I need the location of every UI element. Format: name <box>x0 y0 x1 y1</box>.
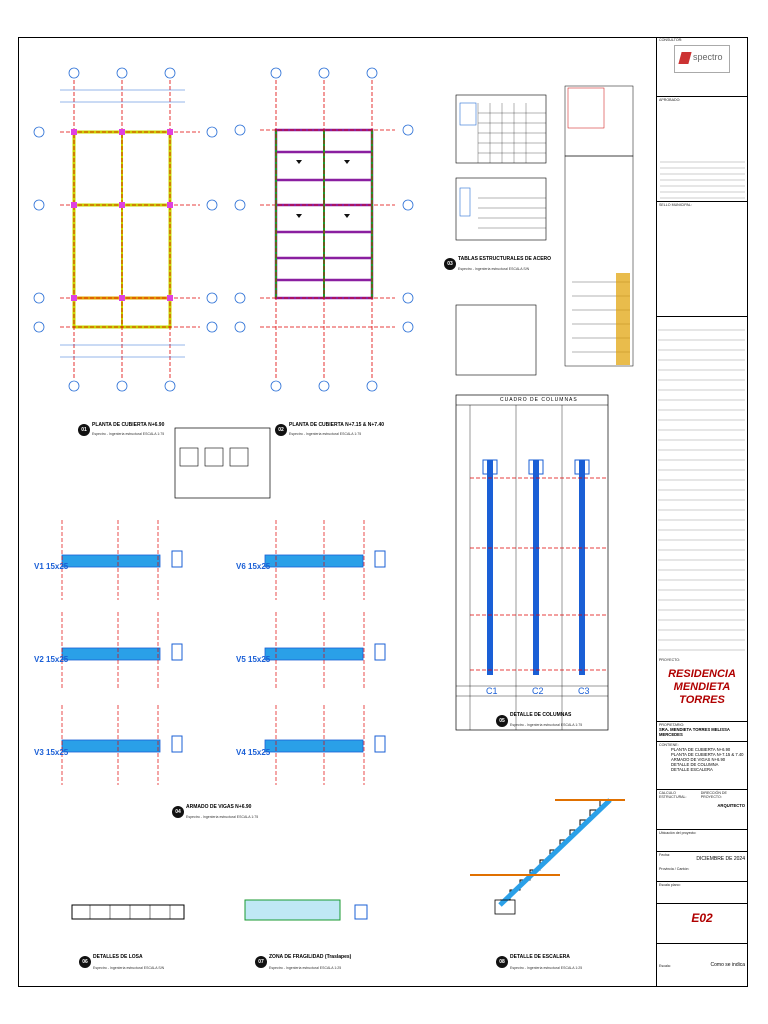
contents-item: DETALLE DE COLUMNA <box>671 762 719 767</box>
scale-value: Como se indica <box>710 962 745 968</box>
hook-detail-box <box>175 428 270 498</box>
drawing-title: ZONA DE FRAGILIDAD (Traslapes) <box>269 954 352 960</box>
drawing-badge: 08 <box>496 956 508 968</box>
municipal-cell <box>657 202 747 317</box>
drawing-title: TABLAS ESTRUCTURALES DE ACERO <box>458 256 552 262</box>
sheet-code: E02 <box>691 911 713 925</box>
drawing-subtitle: Espectro - Ingeniería estructural ESCALA 1:75 <box>92 432 165 436</box>
owner-cell <box>657 722 747 742</box>
drawing-title: PLANTA DE CUBIERTA N+7.15 & N+7.40 <box>289 422 385 428</box>
column-label: C1 <box>486 686 498 696</box>
sheet-code-cell <box>657 904 747 944</box>
drawing-subtitle: Espectro - Ingeniería estructural ESCALA 1:75 <box>186 815 259 819</box>
contents-item: DETALLE ESCALERA <box>671 767 713 772</box>
column-label: C3 <box>578 686 590 696</box>
steel-tables <box>456 95 546 375</box>
slab-details <box>72 900 367 920</box>
beam-elevations <box>62 520 385 785</box>
owner-label: PROPIETARIO: <box>659 723 685 727</box>
approval-label: APROBADO: <box>659 98 681 102</box>
drawing-subtitle: Espectro - Ingeniería estructural ESCALA S/N <box>458 267 530 271</box>
location-label: Ubicación del proyecto: <box>659 831 697 835</box>
drawing-subtitle: Espectro - Ingeniería estructural ESCALA S/N <box>93 966 165 970</box>
approval-cell <box>657 97 747 202</box>
contents-item: PLANTA DE CUBIERTA N+6.90 <box>671 747 731 752</box>
title-block <box>656 37 748 987</box>
drawing-badge: 07 <box>255 956 267 968</box>
drawing-title: DETALLES DE LOSA <box>93 954 143 960</box>
drawing-badge: 01 <box>78 424 90 436</box>
scale-label: Escala: <box>659 963 671 968</box>
drawing-title: DETALLE DE COLUMNAS <box>510 712 572 718</box>
beam-label: V2 15x25 <box>34 655 69 664</box>
contents-item: PLANTA DE CUBIERTA N+7.15 & 7.40 <box>671 752 744 757</box>
beam-label: V5 15x25 <box>236 655 271 664</box>
consultant-cell <box>657 37 747 97</box>
drawing-title: DETALLE DE ESCALERA <box>510 954 570 960</box>
structural-calc-label: CALCULO ESTRUCTURAL: <box>659 791 687 799</box>
scale-cell <box>657 944 747 987</box>
spectro-logo <box>674 45 730 73</box>
project-name-2: MENDIETA TORRES <box>673 681 731 706</box>
owner-name: SRA. MENDIETA TORRES MELISSA MERCEDES <box>659 727 730 737</box>
drawing-subtitle: Espectro - Ingeniería estructural ESCALA 1:25 <box>269 966 342 970</box>
location-cell <box>657 830 747 852</box>
logo-mark-icon <box>678 52 691 64</box>
sheet-label: Escala plano: <box>659 883 681 887</box>
sheet-label-cell <box>657 882 747 904</box>
date-cell <box>657 852 747 882</box>
drawing-badge: 05 <box>496 715 508 727</box>
date-value: DICIEMBRE DE 2024 <box>696 856 745 862</box>
contents-item: ARMADO DE VIGAS N+6.90 <box>671 757 726 762</box>
stair-detail <box>470 800 625 914</box>
contents-label: CONTIENE: <box>659 743 679 747</box>
contents-cell <box>657 742 747 790</box>
beam-label: V1 15x25 <box>34 562 69 571</box>
beam-label: V3 15x25 <box>34 748 69 757</box>
direction-label: DIRECCIÓN DE PROYECTO: <box>700 791 727 799</box>
beam-label: V6 15x25 <box>236 562 271 571</box>
project-name-1: RESIDENCIA <box>668 668 736 680</box>
calc-cell <box>657 790 747 830</box>
project-label: PROYECTO: <box>659 658 681 662</box>
direction-value: ARQUITECTO <box>717 803 745 808</box>
columns-table-header: CUADRO DE COLUMNAS <box>500 397 578 403</box>
column-label: C2 <box>532 686 544 696</box>
project-cell <box>657 657 747 722</box>
municipal-label: SELLO MUNICIPAL: <box>659 203 692 207</box>
drawing-badge: 04 <box>172 806 184 818</box>
plan-02 <box>235 68 413 391</box>
drawing-subtitle: Espectro - Ingeniería estructural ESCALA 1:75 <box>289 432 362 436</box>
drawing-badge: 03 <box>444 258 456 270</box>
beam-label: V4 15x25 <box>236 748 271 757</box>
drawing-subtitle: Espectro - Ingeniería estructural ESCALA 1:75 <box>510 723 583 727</box>
logo-text: spectro <box>693 52 723 62</box>
drawing-badge: 06 <box>79 956 91 968</box>
drawing-badge: 02 <box>275 424 287 436</box>
province-label: Provincia / Cantón: <box>659 867 690 871</box>
columns-table <box>456 395 608 730</box>
plan-01 <box>34 68 217 391</box>
drawing-title: PLANTA DE CUBIERTA N+6.90 <box>92 422 165 428</box>
drawing-title: ARMADO DE VIGAS N+6.90 <box>186 804 252 810</box>
date-label: Fecha: <box>659 853 670 857</box>
consultant-label: CONSULTOR: <box>659 38 683 42</box>
drawing-subtitle: Espectro - Ingeniería estructural ESCALA 1:25 <box>510 966 583 970</box>
